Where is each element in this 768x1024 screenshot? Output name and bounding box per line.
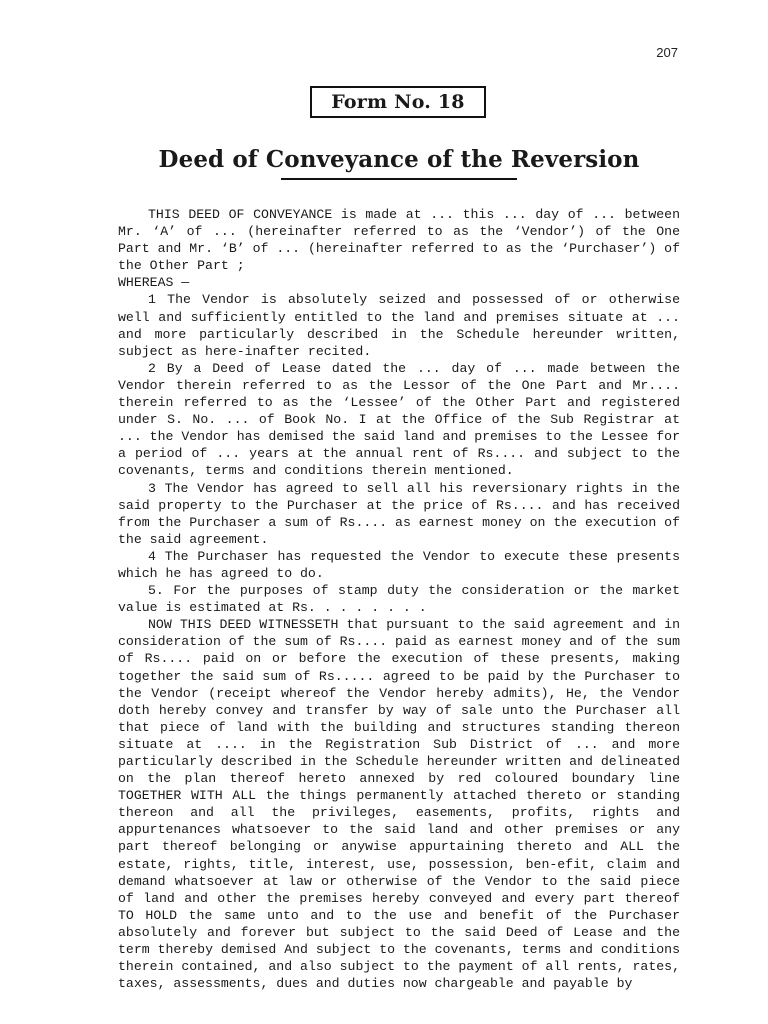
paragraph-recital-2: 2 By a Deed of Lease dated the ... day of ... made between the Vendor therein referred to as the Lessor of the One Part and Mr.... therein referred to as the ‘Lessee’ of the Other Part and registered under S. No. ... of Book No. I at the Office of the Sub Registrar at ... the Vendor has demised the said land and premises to the Lessee for a period of ... years at the annual rent of Rs.... and subject to the covenants, terms and conditions therein mentioned. <box>118 360 680 479</box>
paragraph-recital-4: 4 The Purchaser has requested the Vendor to execute these presents which he has agreed to do. <box>118 548 680 581</box>
paragraph-recital-3: 3 The Vendor has agreed to sell all his reversionary rights in the said property to the Purchaser at the price of Rs.... and has received from the Purchaser a sum of Rs.... as earnest money on the execution of the said agreement. <box>118 480 680 547</box>
page-number: 207 <box>656 45 678 60</box>
deed-body <box>118 206 680 992</box>
paragraph-recital-5: 5. For the purposes of stamp duty the consideration or the market value is estimated at Rs. . . . . . . . <box>118 583 680 616</box>
paragraph-intro: THIS DEED OF CONVEYANCE is made at ... this ... day of ... between Mr. ‘A’ of ... (hereinafter referred to as the ‘Vendor’) of the One Part and Mr. ‘B’ of ... (hereinafter referred to as the ‘Purchaser’) of the Other Part ; <box>118 207 680 274</box>
form-number-box <box>310 86 486 118</box>
document-title: Deed of Conveyance of the Reversion <box>158 146 640 173</box>
title-underline <box>281 178 517 180</box>
paragraph-whereas: WHEREAS — <box>118 275 190 291</box>
paragraph-recital-1: 1 The Vendor is absolutely seized and possessed of or otherwise well and sufficiently entitled to the land and premises situate at ... and more particularly described in the Schedule hereunder written, subject as here-inafter recited. <box>118 292 680 359</box>
form-number-label: Form No. 18 <box>331 91 465 113</box>
paragraph-witnesseth: NOW THIS DEED WITNESSETH that pursuant to the said agreement and in consideration of the sum of Rs.... paid as earnest money and of the sum of Rs.... paid on or before the execution of these presents, making together the said sum of Rs..... agreed to be paid by the Purchaser to the Vendor (receipt whereof the Vendor hereby admits), He, the Vendor doth hereby convey and transfer by way of sale unto the Purchaser all that piece of land with the building and structures standing thereon situate at .... in the Registration Sub District of ... and more particularly described in the Schedule hereunder written and delineated on the plan thereof hereto annexed by red coloured boundary line TOGETHER WITH ALL the things permanently attached thereto or standing thereon and all the privileges, easements, profits, rights and appurtenances whatsoever to the said land and other premises or any part thereof belonging or anywise appurtaining thereto and ALL the estate, rights, title, interest, use, possession, ben-efit, claim and demand whatsoever at law or otherwise of the Vendor to the said piece of land and other the premises hereby conveyed and every part thereof TO HOLD the same unto and to the use and benefit of the Purchaser absolutely and forever but subject to the said Deed of Lease and the term thereby demised And subject to the covenants, terms and conditions therein contained, and also subject to the payment of all rents, rates, taxes, assessments, dues and duties now chargeable and payable by <box>118 617 680 992</box>
